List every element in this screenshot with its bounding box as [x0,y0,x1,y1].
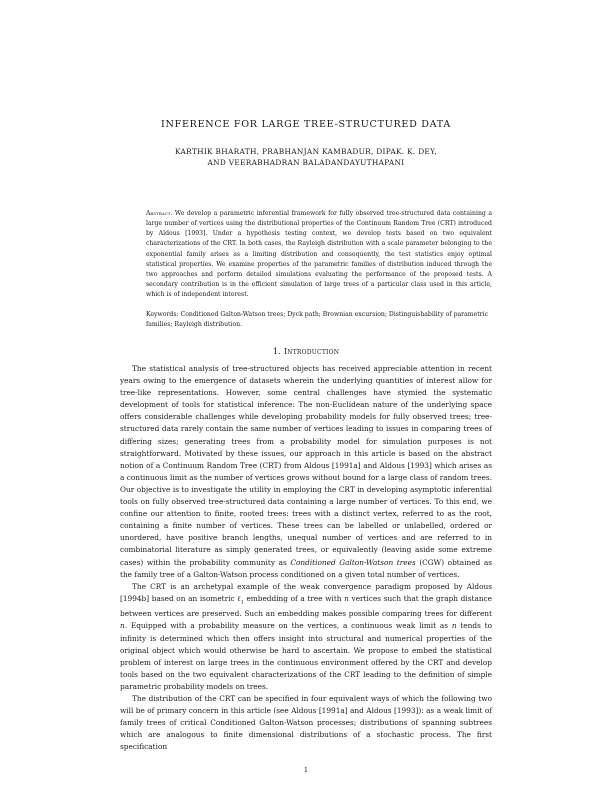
abstract [146,209,492,300]
section-title: Introduction [283,346,340,356]
paragraph-1 [120,363,492,581]
paragraph-2-text-e: tends to infinity is determined which then offers insight into structural and numerical properties of the original object which would otherwise be hard to ascertain. We propose to embed the statistical problem of interest on large trees in the continuous environment offered by the CRT and develop tools based on the two equivalent characterizations of the CRT leading to the definition of simple parametric probability models on trees. [120,621,492,691]
paragraph-1-italic: Conditioned Galton-Watson trees [290,557,416,567]
paragraph-2-text-b: embedding of a tree with [243,593,345,603]
math-n: n [451,621,457,631]
math-n: n [344,593,349,603]
paragraph-2-text-c: vertices such that the graph distance between vertices are preserved. Such an embedding makes possible comparing trees for different [120,593,493,619]
paragraph-2-text-a: The CRT is an archetypal example of the weak convergence paradigm proposed by Aldous [1994b] based on an isometric [120,581,492,603]
paragraph-2-text-d: . Equipped with a probability measure on the vertices, a continuous weak limit as [124,621,452,631]
keywords: Keywords: Conditioned Galton-Watson trees; Dyck path; Brownian excursion; Distinguishability of parametric families; Rayleigh distribution. [146,311,489,329]
body-text [120,363,492,753]
authors-line-2: AND VEERABHADRAN BALADANDAYUTHAPANI [207,158,405,167]
page-number: 1 [303,766,309,774]
section-number: 1. [272,346,282,356]
paragraph-2 [120,581,492,693]
math-subscript: 1 [240,599,244,606]
paragraph-1-text: The statistical analysis of tree-structured objects has received appreciable attention in recent years owing to the emergence of datasets wherein the underlying quantities of interest allow for tree-like representations. However, some central challenges have stymied the systematic development of tools for statistical inference: The non-Euclidean nature of the underlying space offers considerable challenges while developing probability models for fully observed trees; tree-structured data rarely contain the same number of vertices leading to issues in comparing trees of differing sizes; generating trees from a probability model for simulation purposes is not straightforward. Motivated by these issues, our approach in this article is based on the abstract notion of a Continuum Random Tree (CRT) from Aldous [1991a] and Aldous [1993] which arises as a continuous limit as the number of vertices grows without bound for a large class of random trees. Our objective is to investigate the utility in employing the CRT in developing asymptotic inferential tools on fully observed tree-structured data containing a large number of vertices. To this end, we confine our attention to finite, rooted trees: trees with a distinct vertex, referred to as the root, containing a finite number of vertices. These trees can be labelled or unlabelled, ordered or unordered, have positive branch lengths, unequal number of vertices and are referred to in combinatorial literature as simply generated trees, or equivalently (leaving aside some extreme cases) within the probability community as [120,364,492,567]
paragraph-3: The distribution of the CRT can be specified in four equivalent ways of which the following two will be of primary concern in this article (see Aldous [1991a] and Aldous [1993]): as a weak limit of family trees of critical Conditioned Galton-Watson processes; distributions of spanning subtrees which are analogous to finite dimensional distributions of a stochastic process. The first specification [120,694,492,752]
math-n: n [120,621,125,631]
author-list [0,146,612,168]
abstract-text: We develop a parametric inferential framework for fully observed tree-structured data containing a large number of vertices using the distributional properties of the Continuum Random Tree (CRT) introduced by Aldous [1993]. Under a hypothesis testing context, we develop tests based on two equivalent characterizations of the CRT. In both cases, the Rayleigh distribution with a scale parameter belonging to the exponential family arises as a limiting distribution and consequently, the test statistics enjoy optimal statistical properties. We examine properties of the parametric families of distribution induced through the two approaches and perform detailed simulations evaluating the performance of the proposed tests. A secondary contribution is in the efficient simulation of large trees of a particular class used in this article, which is of independent interest. [146,210,492,299]
section-heading [0,346,612,356]
abstract-label: Abstract. [146,210,173,217]
math-ell: ℓ [237,593,241,603]
paragraph-1-end: (CGW) obtained as the family tree of a Galton-Watson process conditioned on a given total number of vertices. [120,557,492,579]
authors-line-1: KARTHIK BHARATH, PRABHANJAN KAMBADUR, DIPAK. K. DEY, [174,147,438,156]
paper-title: INFERENCE FOR LARGE TREE-STRUCTURED DATA [161,119,451,130]
